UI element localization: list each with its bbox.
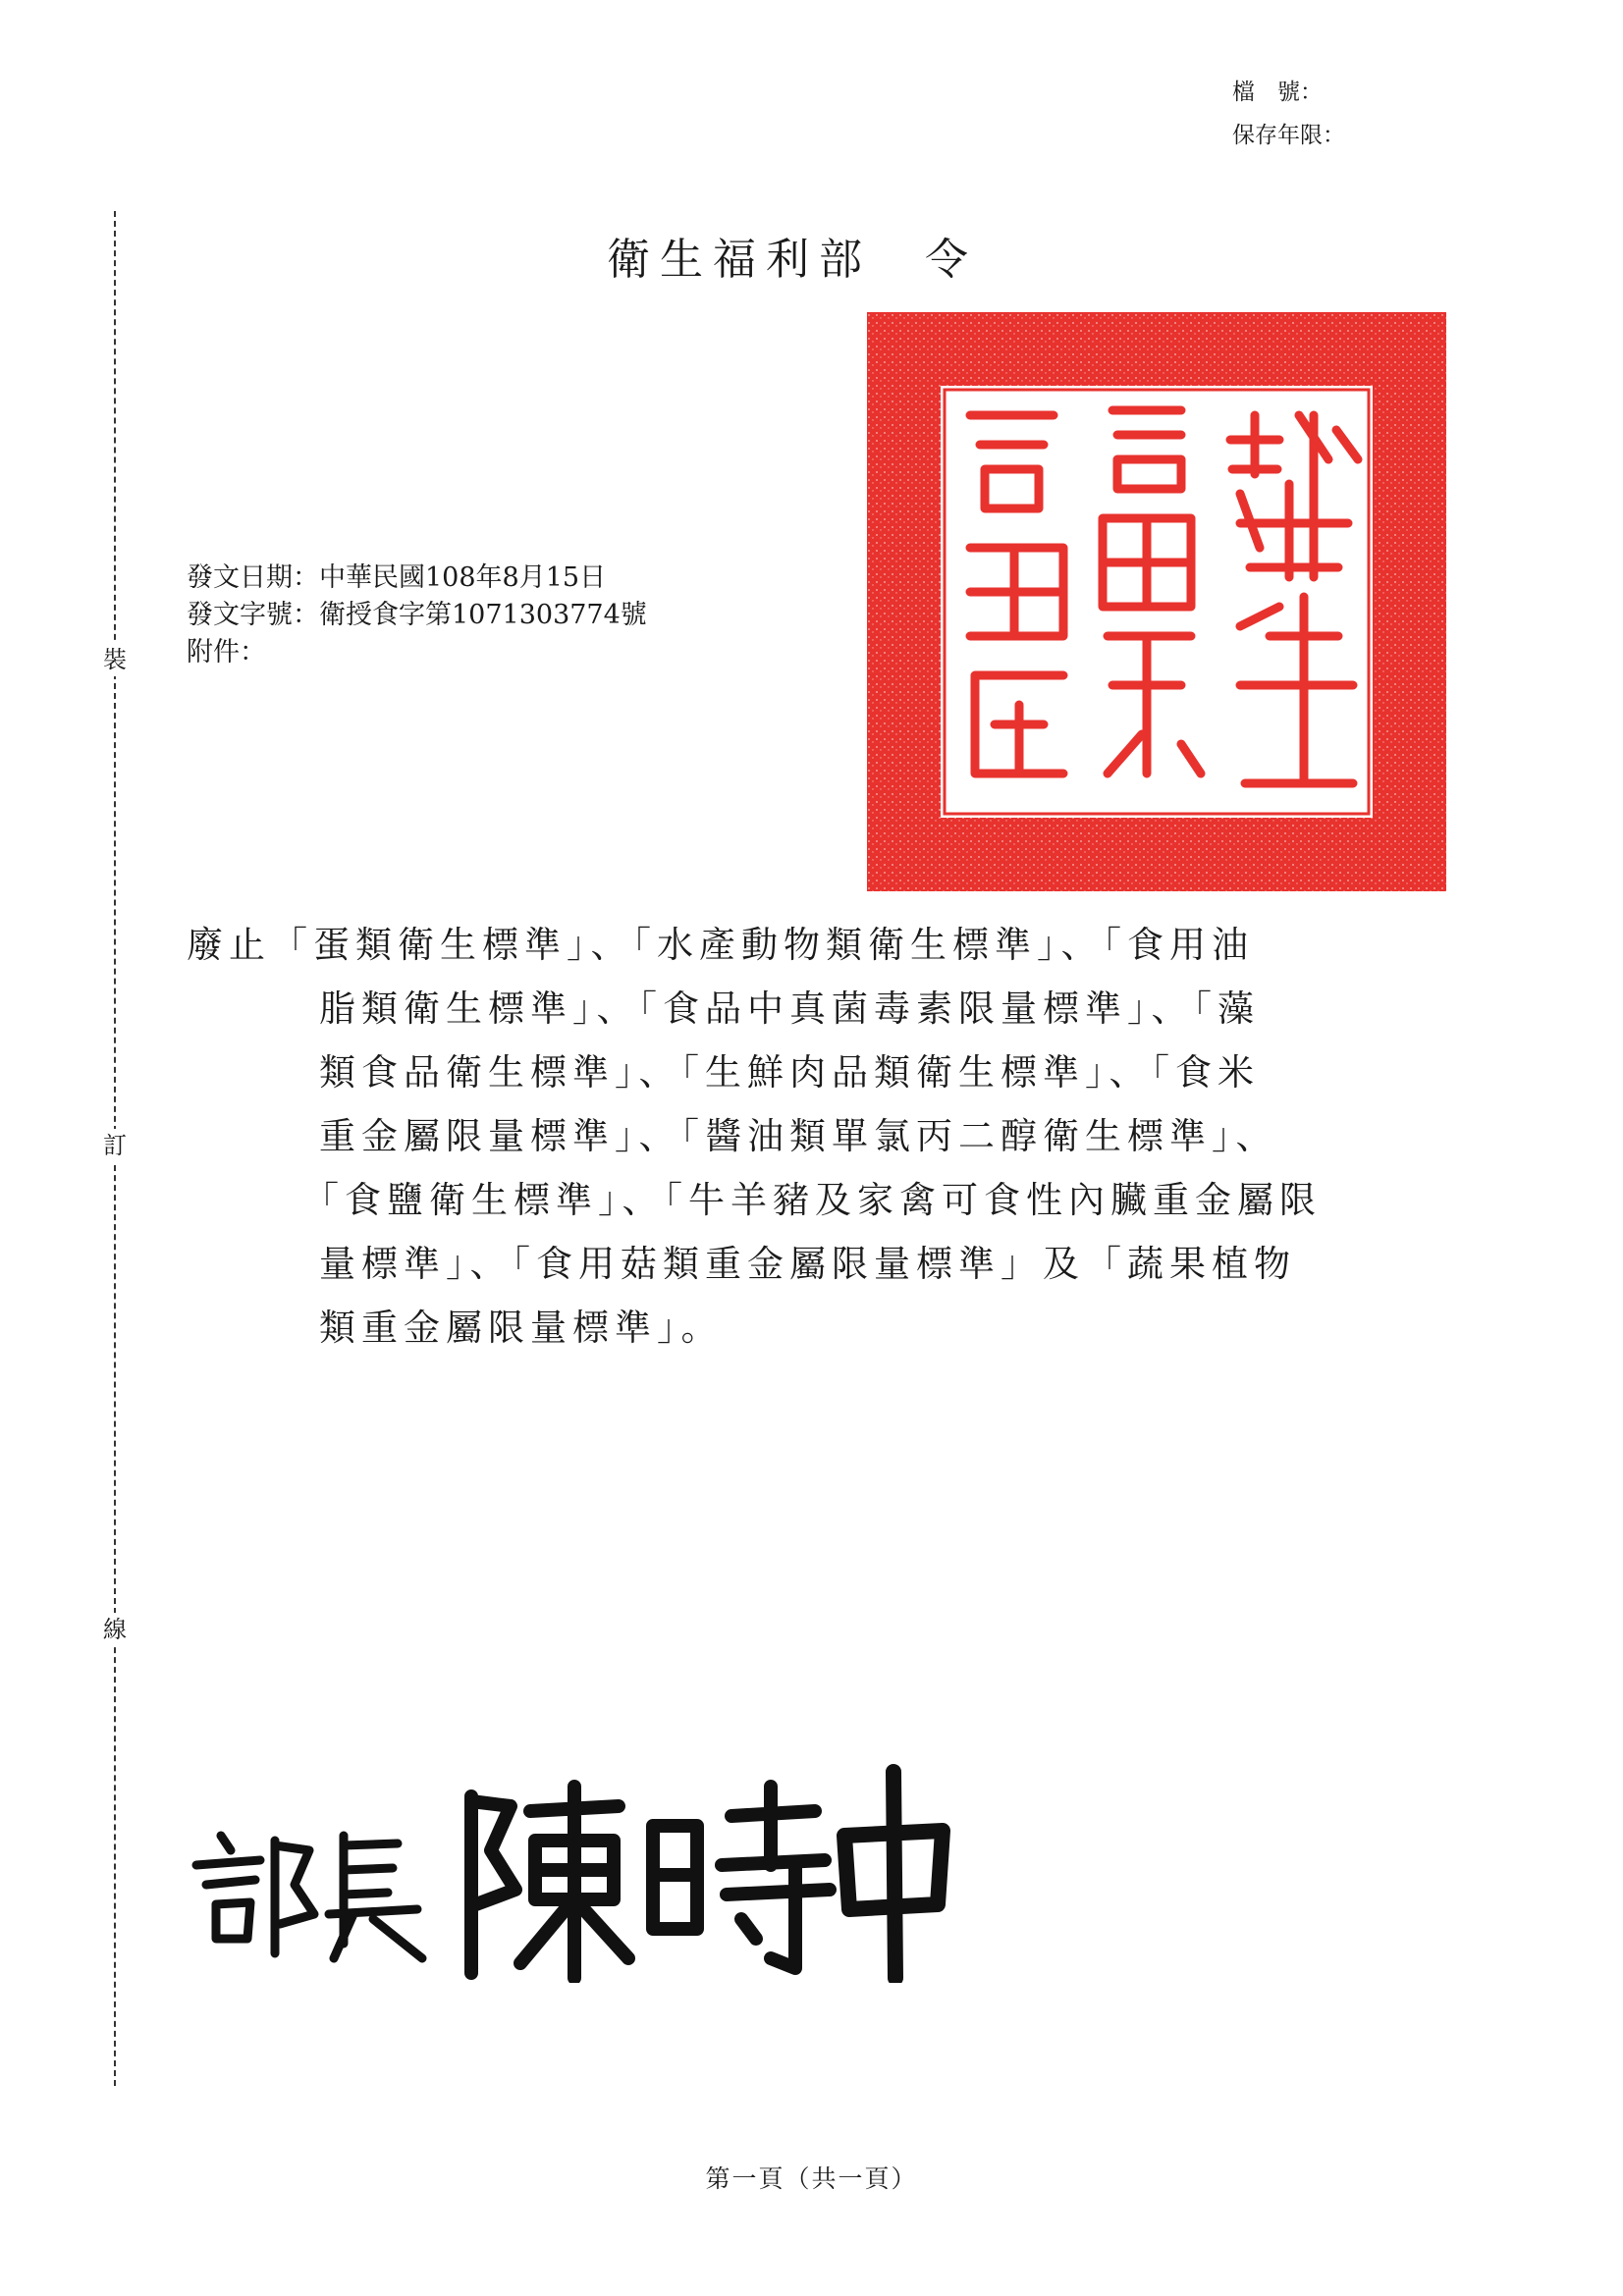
retention-period-label: 保存年限： [1232, 123, 1345, 148]
body-line: 類重金屬限量標準」。 [319, 1307, 724, 1349]
order-body [187, 913, 1424, 1360]
binding-char-xian: 線 [100, 1613, 130, 1646]
body-line: 重金屬限量標準」、「醬油類單氯丙二醇衛生標準」、 [319, 1115, 1278, 1157]
document-title: 衛生福利部 令 [607, 235, 978, 285]
body-line: 類食品衛生標準」、「生鮮肉品類衛生標準」、「食米 [319, 1051, 1260, 1094]
body-line: 脂類衛生標準」、「食品中真菌毒素限量標準」、「藻 [319, 988, 1260, 1030]
document-number: 發文字號：衛授食字第1071303774號 [187, 600, 647, 630]
issue-date: 發文日期：中華民國108年8月15日 [187, 562, 607, 593]
minister-signature [187, 1757, 952, 1983]
document-meta [187, 560, 647, 671]
body-line: 量標準」、「食用菇類重金屬限量標準」及「蔬果植物 [319, 1243, 1296, 1285]
binding-char-zhuang: 裝 [100, 643, 130, 676]
binding-char-ding: 訂 [100, 1129, 130, 1162]
official-seal [867, 312, 1446, 891]
attachment: 附件： [187, 637, 266, 667]
archive-info [1232, 71, 1345, 157]
body-line: 廢止「蛋類衛生標準」、「水產動物類衛生標準」、「食用油 [187, 924, 1254, 966]
file-number-label: 檔 號： [1232, 80, 1323, 105]
body-line: 「食鹽衛生標準」、「牛羊豬及家禽可食性內臟重金屬限 [302, 1179, 1322, 1221]
page-number: 第一頁（共一頁） [705, 2164, 918, 2193]
